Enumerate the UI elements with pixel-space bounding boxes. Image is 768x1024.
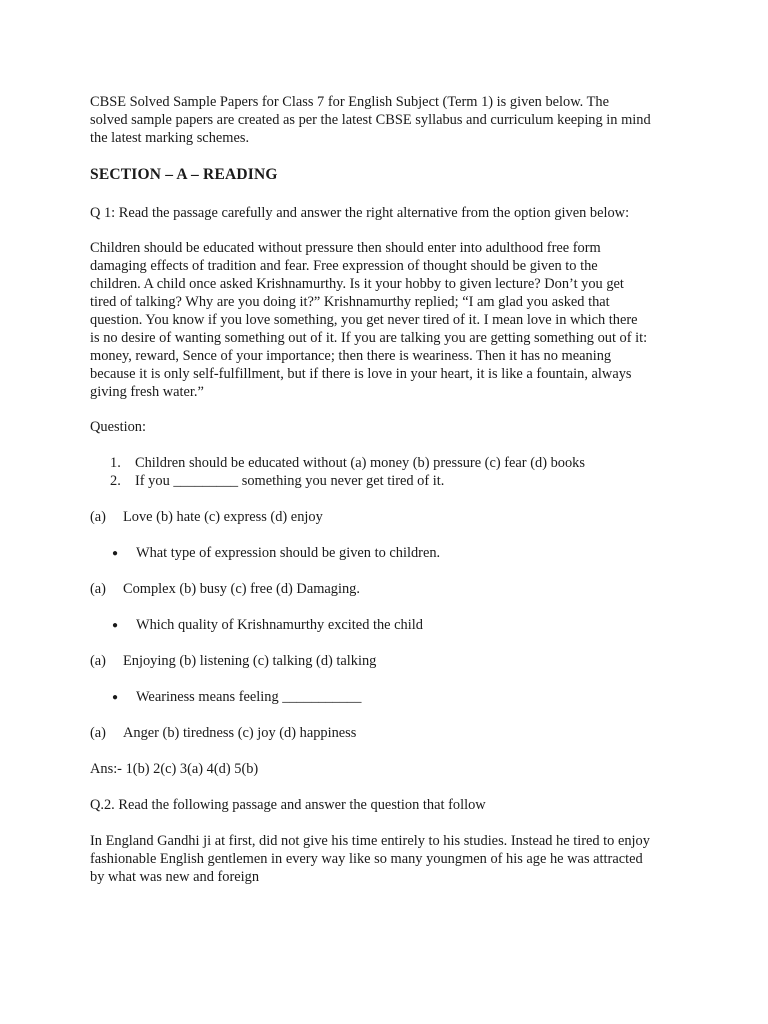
passage-line: is no desire of wanting something out of it. If you are talking you are getting something out of it: [90,330,648,346]
q1-instruction: Q 1: Read the passage carefully and answer the right alternative from the option given below: [90,205,630,221]
option-label: (a) [90,725,106,741]
options-row [90,652,376,670]
answer-key: Ans:- 1(b) 2(c) 3(a) 4(d) 5(b) [90,761,259,777]
bullet-question [112,616,423,635]
passage-line: by what was new and foreign [90,869,260,885]
option-text: Complex (b) busy (c) free (d) Damaging. [123,581,360,597]
q2-instruction: Q.2. Read the following passage and answer the question that follow [90,797,486,813]
intro-line: the latest marking schemes. [90,130,250,146]
question-text: If you _________ something you never get tired of it. [135,473,445,489]
numbered-question [110,472,444,490]
options-row [90,508,323,526]
question-text: Children should be educated without (a) money (b) pressure (c) fear (d) books [135,455,585,471]
bullet-icon: ● [112,620,119,631]
intro-line: CBSE Solved Sample Papers for Class 7 for English Subject (Term 1) is given below. The [90,94,609,110]
option-text: Love (b) hate (c) express (d) enjoy [123,509,323,525]
bullet-icon: ● [112,692,119,703]
question-number: 2. [110,473,121,489]
passage-line: tired of talking? Why are you doing it?” Krishnamurthy replied; “I am glad you asked that [90,294,610,310]
numbered-question [110,454,585,472]
option-label: (a) [90,581,106,597]
passage-line: children. A child once asked Krishnamurthy. Is it your hobby to given lecture? Don’t you get [90,276,624,292]
option-label: (a) [90,509,106,525]
question-number: 1. [110,455,121,471]
q1-passage [90,239,720,401]
passage-line: giving fresh water.” [90,384,204,400]
q2-passage [90,832,720,886]
bullet-question [112,688,361,707]
bullet-text: Which quality of Krishnamurthy excited the child [136,617,423,633]
passage-line: question. You know if you love something, you get never tired of it. I mean love in which there [90,312,638,328]
option-label: (a) [90,653,106,669]
passage-line: money, reward, Sence of your importance; then there is weariness. Then it has no meaning [90,348,612,364]
question-label: Question: [90,419,146,435]
intro-line: solved sample papers are created as per the latest CBSE syllabus and curriculum keeping in mind [90,112,651,128]
bullet-text: What type of expression should be given to children. [136,545,441,561]
section-heading: SECTION – A – READING [90,166,278,183]
options-row [90,580,360,598]
bullet-icon: ● [112,548,119,559]
options-row [90,724,356,742]
passage-line: fashionable English gentlemen in every way like so many youngmen of his age he was attracted [90,851,643,867]
bullet-text: Weariness means feeling ___________ [136,689,362,705]
passage-line: Children should be educated without pressure then should enter into adulthood free form [90,240,601,256]
intro-paragraph [90,93,720,147]
passage-line: In England Gandhi ji at first, did not give his time entirely to his studies. Instead he tired to enjoy [90,833,650,849]
passage-line: damaging effects of tradition and fear. Free expression of thought should be given to the [90,258,598,274]
option-text: Anger (b) tiredness (c) joy (d) happiness [123,725,357,741]
bullet-question [112,544,440,563]
option-text: Enjoying (b) listening (c) talking (d) talking [123,653,377,669]
passage-line: because it is only self-fulfillment, but if there is love in your heart, it is like a fountain, always [90,366,632,382]
